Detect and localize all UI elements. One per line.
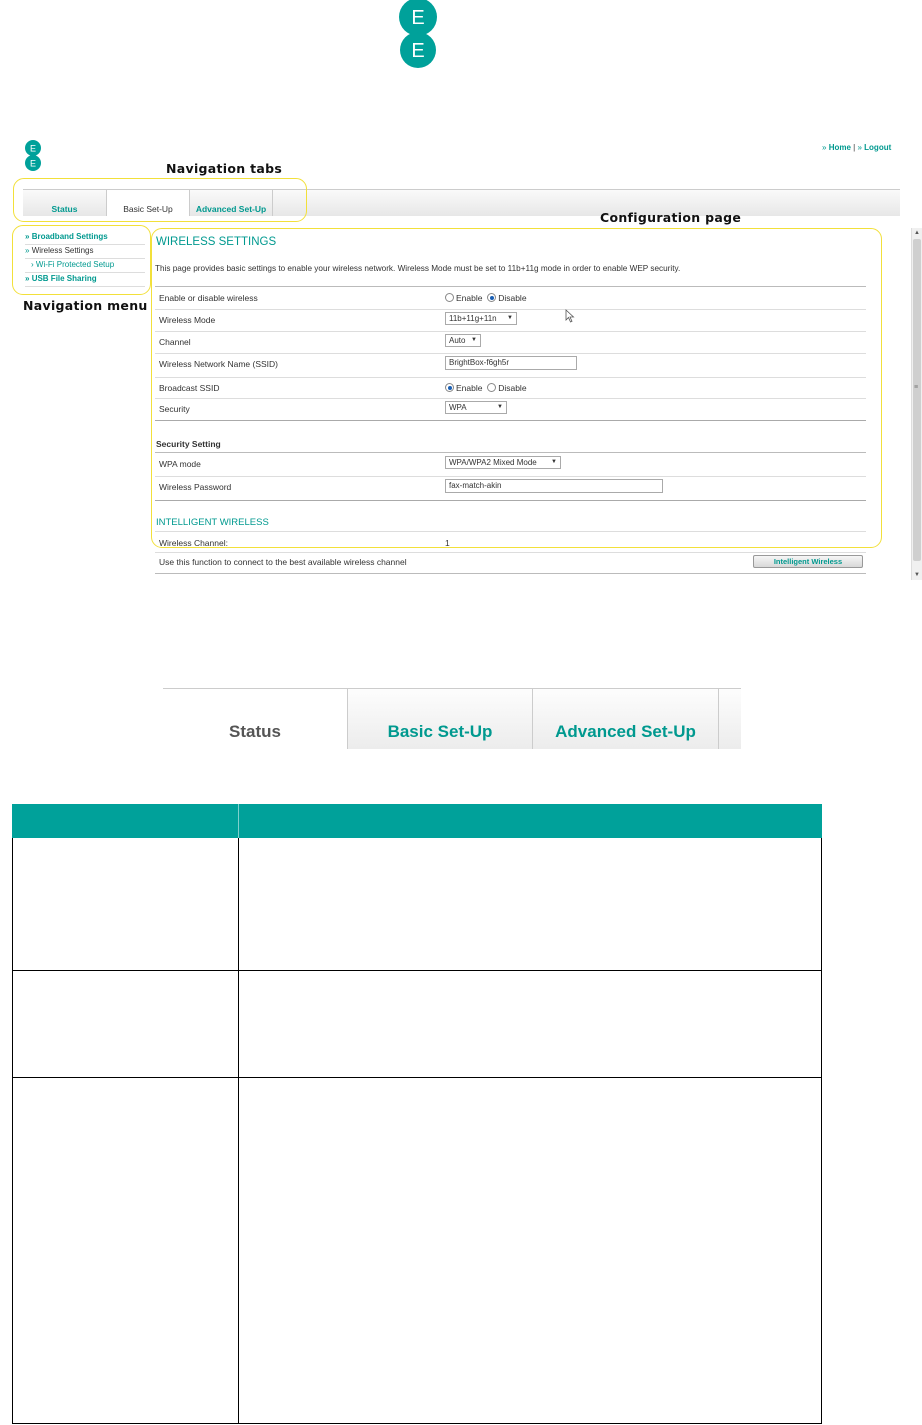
svg-text:E: E bbox=[29, 158, 37, 169]
table-header bbox=[12, 804, 822, 838]
radio-label: Disable bbox=[498, 383, 527, 393]
chevron-down-icon: ▼ bbox=[507, 315, 513, 321]
callout-navigation-menu: Navigation menu bbox=[23, 298, 148, 313]
tab-basic-setup[interactable]: Basic Set-Up bbox=[107, 190, 190, 216]
menu-item-label: Wi-Fi Protected Setup bbox=[35, 260, 115, 269]
table-row-divider bbox=[12, 1077, 822, 1078]
ee-logo-letter-bottom: E bbox=[411, 40, 425, 62]
scrollbar[interactable] bbox=[911, 228, 922, 580]
ssid-input[interactable]: BrightBox-f6gh5r bbox=[445, 356, 577, 370]
scrollbar-thumb[interactable] bbox=[913, 239, 921, 561]
callout-ring-tabs bbox=[13, 178, 307, 222]
page-title: WIRELESS SETTINGS bbox=[156, 236, 277, 248]
menu-arrow-icon: » bbox=[25, 232, 30, 241]
page-description: This page provides basic settings to enable your wireless network. Wireless Mode must be set to 11b+11g mode in order to enable WEP security. bbox=[155, 264, 681, 273]
table-border-left bbox=[12, 838, 13, 1424]
intelligent-wireless-button[interactable]: Intelligent Wireless bbox=[753, 555, 863, 568]
select-value: Auto bbox=[449, 336, 466, 345]
mouse-cursor-icon bbox=[565, 309, 575, 328]
scroll-down-arrow-icon[interactable]: ▼ bbox=[914, 572, 920, 578]
label-security: Security bbox=[159, 404, 190, 414]
router-ee-logo bbox=[24, 140, 42, 172]
zoomed-tab-basic-setup[interactable]: Basic Set-Up bbox=[348, 689, 533, 749]
scroll-grip-icon: ≡ bbox=[914, 384, 919, 391]
menu-arrow-icon: » bbox=[25, 274, 30, 283]
svg-text:E: E bbox=[29, 143, 37, 154]
callout-ring-config bbox=[151, 228, 882, 548]
menu-item-label: Wireless Settings bbox=[31, 246, 94, 255]
select-value: WPA/WPA2 Mixed Mode bbox=[449, 458, 537, 467]
intelligent-wireless-heading: INTELLIGENT WIRELESS bbox=[156, 517, 269, 528]
tab-status[interactable]: Status bbox=[23, 190, 107, 216]
row-intelligent-function bbox=[155, 551, 866, 574]
callout-ring-menu bbox=[12, 225, 151, 295]
label-enable-wireless: Enable or disable wireless bbox=[159, 293, 258, 303]
table-column-divider bbox=[238, 838, 239, 1424]
label-wireless-mode: Wireless Mode bbox=[159, 315, 216, 325]
label-broadcast-ssid: Broadcast SSID bbox=[159, 383, 220, 393]
callout-navigation-tabs: Navigation tabs bbox=[166, 161, 283, 176]
table-border-bottom bbox=[12, 1423, 822, 1424]
table-header-divider bbox=[238, 804, 239, 838]
label-channel: Channel bbox=[159, 337, 191, 347]
menu-item-label: Broadband Settings bbox=[31, 232, 108, 241]
zoomed-tab-advanced-setup[interactable]: Advanced Set-Up bbox=[533, 689, 719, 749]
wireless-password-input[interactable]: fax-match-akin bbox=[445, 479, 663, 493]
zoomed-tab-bar bbox=[163, 688, 741, 749]
chevron-down-icon: ▼ bbox=[497, 404, 503, 410]
label-ssid: Wireless Network Name (SSID) bbox=[159, 359, 279, 369]
label-wireless-channel: Wireless Channel: bbox=[159, 538, 228, 548]
intelligent-function-text: Use this function to connect to the best available wireless channel bbox=[159, 557, 407, 567]
menu-arrow-icon: » bbox=[25, 246, 30, 255]
radio-label: Enable bbox=[456, 383, 483, 393]
logout-link-icon: » bbox=[857, 143, 862, 152]
ee-logo-letter-top: E bbox=[411, 7, 425, 29]
tab-advanced-setup[interactable]: Advanced Set-Up bbox=[190, 190, 273, 216]
menu-item-label: USB File Sharing bbox=[31, 274, 97, 283]
zoomed-tab-status[interactable]: Status bbox=[163, 689, 348, 749]
header-links bbox=[822, 143, 891, 152]
menu-arrow-icon: › bbox=[31, 260, 34, 269]
wireless-channel-value: 1 bbox=[445, 538, 450, 548]
table-row-divider bbox=[12, 970, 822, 971]
table-body bbox=[12, 838, 822, 1424]
security-setting-heading: Security Setting bbox=[156, 439, 221, 449]
home-link-icon: » bbox=[822, 143, 827, 152]
radio-label: Enable bbox=[456, 293, 483, 303]
logout-link[interactable]: Logout bbox=[864, 143, 892, 152]
chevron-down-icon: ▼ bbox=[551, 459, 557, 465]
chevron-down-icon: ▼ bbox=[471, 337, 477, 343]
select-value: WPA bbox=[449, 403, 467, 412]
label-wpa-mode: WPA mode bbox=[159, 459, 201, 469]
ee-logo bbox=[398, 0, 438, 68]
label-wireless-password: Wireless Password bbox=[159, 482, 232, 492]
callout-configuration-page: Configuration page bbox=[600, 210, 742, 225]
radio-label: Disable bbox=[498, 293, 527, 303]
scroll-up-arrow-icon[interactable]: ▲ bbox=[914, 230, 920, 236]
header-separator: | bbox=[853, 143, 856, 152]
home-link[interactable]: Home bbox=[828, 143, 851, 152]
table-border-right bbox=[821, 838, 822, 1424]
select-value: 11b+11g+11n bbox=[449, 314, 497, 323]
